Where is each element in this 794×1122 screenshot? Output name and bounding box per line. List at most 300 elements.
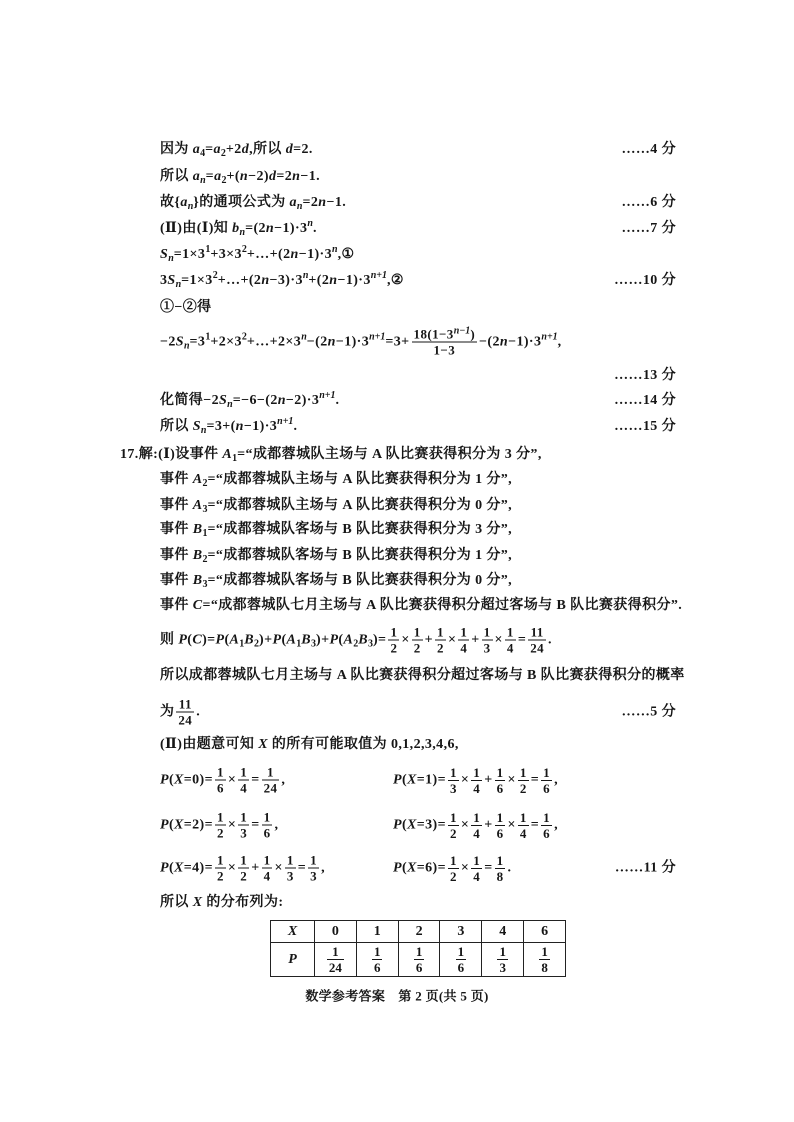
math-text: . — [312, 221, 317, 236]
table-cell — [356, 943, 398, 977]
fraction-denominator — [262, 826, 273, 841]
math-text: −1)·3 — [298, 247, 332, 262]
math-variable: a — [192, 142, 201, 157]
math-text: ①−②得 — [160, 300, 212, 315]
fraction-numerator: 1 — [415, 944, 423, 959]
math-text: 1 — [496, 852, 504, 868]
superscript: n — [307, 218, 313, 229]
math-text: 1 — [413, 624, 421, 640]
math-text: = — [530, 817, 540, 833]
math-text: 3 — [286, 868, 294, 884]
subscript: 1 — [296, 638, 302, 650]
math-text: =2 — [302, 195, 319, 210]
math-text: =3+ — [385, 334, 410, 350]
subscript: n — [200, 425, 207, 436]
math-text: × — [507, 817, 516, 833]
math-expression — [160, 195, 346, 210]
fraction-denominator — [435, 641, 446, 656]
solution-line — [0, 571, 794, 591]
fraction-numerator — [308, 853, 319, 869]
math-text: 2 — [240, 868, 248, 884]
math-text: 1 — [506, 624, 514, 640]
math-expression — [160, 300, 212, 315]
solution-line — [0, 391, 794, 411]
superscript: n+1 — [370, 270, 388, 281]
superscript: n — [302, 270, 309, 281]
math-text: 4 — [473, 868, 481, 884]
math-variable: B — [192, 548, 203, 563]
math-text: −1. — [326, 195, 347, 210]
math-text: =(2 — [245, 221, 266, 236]
math-expression — [160, 416, 298, 436]
subscript: 1 — [202, 528, 208, 539]
math-text: +( — [226, 169, 240, 184]
fraction — [448, 810, 459, 841]
fraction-denominator — [471, 869, 482, 884]
table-row — [271, 943, 566, 977]
math-text: × — [447, 632, 457, 648]
fraction-numerator — [495, 765, 506, 781]
p-label: P — [288, 951, 297, 967]
fraction — [458, 625, 469, 656]
score-mark: ……14 分 — [614, 393, 676, 408]
table-row — [271, 921, 566, 943]
math-text: . — [548, 632, 552, 648]
math-text: = — [530, 772, 540, 788]
fraction-denominator — [238, 826, 249, 841]
math-text: 事件 — [160, 598, 193, 613]
fraction-numerator — [388, 625, 399, 641]
math-text: 4 — [473, 825, 481, 841]
math-text: × — [401, 632, 410, 648]
math-text: −2)·3 — [285, 393, 320, 408]
math-text: 事件 — [160, 573, 193, 588]
math-text: 1 — [240, 809, 248, 825]
fraction-numerator — [262, 853, 273, 869]
fraction-denominator — [518, 781, 529, 796]
math-expression — [160, 852, 325, 884]
solution-line — [0, 810, 794, 841]
fraction-denominator — [238, 869, 249, 884]
math-text: 1 — [473, 852, 481, 868]
fraction — [238, 765, 249, 796]
math-text: ( — [168, 860, 175, 876]
math-text: 1 — [473, 809, 481, 825]
math-expression-right — [393, 765, 558, 796]
math-text: =1×3 — [173, 247, 206, 262]
math-variable: X — [407, 772, 417, 788]
math-text: 1 — [286, 852, 294, 868]
math-variable: n — [277, 393, 286, 408]
fraction — [471, 853, 482, 884]
table-cell: 0 — [315, 921, 357, 943]
fraction-numerator — [448, 853, 459, 869]
table-cell — [482, 943, 524, 977]
math-expression — [160, 325, 562, 358]
math-text: 1 — [496, 809, 504, 825]
solution-line — [0, 625, 794, 656]
math-expression — [160, 498, 512, 513]
fraction-numerator — [285, 853, 296, 869]
math-expression — [160, 244, 355, 264]
math-variable: n — [290, 247, 299, 262]
math-variable: S — [175, 334, 184, 350]
math-text: 2 — [216, 825, 224, 841]
fraction-denominator — [448, 826, 459, 841]
fraction — [528, 625, 546, 656]
math-text: (Ⅰ)设事件 — [158, 447, 223, 462]
math-text: =“成都蓉城队七月主场与 A 队比赛获得积分超过客场与 B 队比赛获得积分”. — [202, 598, 683, 613]
math-text: 2 — [413, 640, 421, 656]
fraction — [435, 625, 446, 656]
fraction-denominator — [458, 641, 469, 656]
fraction-denominator: 6 — [457, 960, 465, 975]
math-text: 4 — [240, 780, 248, 796]
fraction — [262, 810, 273, 841]
math-text: . — [335, 393, 340, 408]
subscript: n — [183, 340, 190, 352]
fraction-denominator — [495, 869, 506, 884]
math-text: −1)·3 — [508, 334, 542, 350]
math-text: 3 — [240, 825, 248, 841]
math-text: 3 — [160, 273, 168, 288]
math-text: +(2 — [308, 273, 330, 288]
table-cell — [524, 943, 566, 977]
score-mark: ……7 分 — [621, 221, 676, 236]
fraction-numerator — [495, 853, 506, 869]
math-text: + — [251, 860, 260, 876]
fraction-numerator — [262, 765, 280, 781]
fraction — [372, 944, 383, 975]
math-text: (Ⅱ)由(Ⅰ)知 — [160, 221, 233, 236]
math-variable: n — [239, 169, 249, 184]
fraction — [327, 944, 344, 975]
math-variable: a — [214, 169, 222, 184]
subscript: n — [200, 175, 206, 186]
score-mark: ……10 分 — [614, 273, 676, 288]
math-variable: d — [241, 142, 250, 157]
fraction-numerator: 1 — [327, 944, 344, 960]
math-text: 1 — [240, 764, 248, 780]
math-expression — [160, 522, 512, 537]
math-text: 1 — [449, 809, 457, 825]
math-text: 则 — [160, 632, 179, 648]
fraction — [262, 853, 273, 884]
solution-line — [0, 853, 794, 884]
math-variable: a — [213, 142, 221, 157]
math-text: 1 — [460, 624, 468, 640]
math-text: + — [424, 632, 434, 648]
subscript: 3 — [311, 638, 317, 650]
math-text: + — [471, 632, 480, 648]
math-text: × — [460, 817, 470, 833]
math-text: 24 — [263, 780, 278, 796]
subscript: 2 — [220, 148, 226, 159]
math-text: . — [293, 419, 298, 434]
math-variable: n — [329, 273, 338, 288]
superscript: n+1 — [369, 331, 386, 343]
math-variable: A — [286, 632, 297, 648]
fraction — [448, 765, 459, 796]
fraction — [541, 765, 552, 796]
distribution-table — [270, 920, 566, 977]
math-text: =“成都蓉城队客场与 B 队比赛获得积分为 3 分”, — [207, 522, 513, 537]
math-text: −2 — [160, 334, 176, 350]
math-variable: a — [180, 195, 188, 210]
math-text: =4)= — [183, 860, 213, 876]
math-text: +…+(2 — [246, 247, 291, 262]
math-variable: P — [160, 817, 169, 833]
math-variable: P — [393, 817, 402, 833]
math-text: =2. — [293, 142, 313, 157]
table-cell: 2 — [398, 921, 440, 943]
math-text: , — [274, 817, 279, 833]
math-text: ( — [401, 817, 408, 833]
x-label: X — [287, 923, 298, 939]
fraction — [495, 853, 506, 884]
math-variable: n — [265, 221, 275, 236]
fraction-numerator — [482, 625, 493, 641]
fraction-denominator: 3 — [499, 960, 506, 975]
math-text: 1 — [390, 624, 398, 640]
math-text: 1 — [240, 852, 248, 868]
table-header-cell — [271, 921, 315, 943]
math-text: 11 — [530, 624, 544, 640]
math-text: −1)·3 — [335, 334, 370, 350]
fraction-denominator — [541, 826, 552, 841]
math-variable: X — [174, 817, 184, 833]
math-text: =6)= — [416, 860, 446, 876]
math-text: 1 — [543, 809, 551, 825]
math-text: . — [196, 704, 201, 720]
math-text: = — [517, 632, 527, 648]
solution-line — [0, 470, 794, 490]
math-text: 6 — [543, 825, 551, 841]
table-header-cell — [271, 943, 315, 977]
fraction-denominator — [495, 781, 506, 796]
fraction — [495, 765, 506, 796]
math-variable: d — [285, 142, 294, 157]
subscript: 3 — [202, 579, 208, 590]
fraction — [518, 765, 529, 796]
math-variable: B — [244, 632, 255, 648]
math-text: +3×3 — [210, 247, 242, 262]
table-cell — [398, 943, 440, 977]
math-text: ( — [338, 632, 344, 648]
solution-line — [0, 893, 794, 913]
fraction-denominator — [505, 641, 516, 656]
fraction — [539, 944, 550, 975]
score-mark: ……6 分 — [621, 195, 676, 210]
fraction — [176, 697, 194, 728]
math-text: −(2 — [479, 334, 500, 350]
math-text: =0)= — [183, 772, 213, 788]
solution-line — [0, 666, 794, 686]
math-variable: A — [222, 447, 233, 462]
fraction — [495, 810, 506, 841]
math-text: 6 — [496, 780, 504, 796]
score-mark: ……4 分 — [621, 142, 676, 157]
math-variable: n — [261, 273, 270, 288]
fraction-numerator — [238, 765, 249, 781]
math-text: 1 — [263, 852, 271, 868]
fraction-denominator — [215, 826, 226, 841]
fraction-numerator — [458, 625, 469, 641]
math-text: ,② — [387, 273, 404, 288]
solution-line — [0, 596, 794, 616]
solution-line — [0, 765, 794, 796]
math-text: ( — [281, 632, 287, 648]
superscript: n — [332, 244, 338, 255]
score-mark: ……15 分 — [614, 419, 676, 434]
math-text: 1 — [216, 809, 224, 825]
math-expression — [160, 668, 685, 683]
math-expression — [160, 696, 201, 728]
math-text: 1 — [449, 852, 457, 868]
table-cell: 1 — [356, 921, 398, 943]
fraction-denominator — [388, 641, 399, 656]
solution-line — [0, 271, 794, 291]
math-expression — [160, 548, 512, 563]
math-text: )= — [202, 632, 216, 648]
problem-number: 17.解: — [120, 447, 159, 462]
math-text: =3)= — [416, 817, 446, 833]
superscript: 1 — [205, 244, 211, 255]
math-text: 3 — [449, 780, 457, 796]
math-text: −2) — [248, 169, 269, 184]
math-text: =1×3 — [181, 273, 213, 288]
math-text: 11 — [178, 696, 192, 712]
subscript: 3 — [367, 638, 373, 650]
math-text: × — [494, 632, 503, 648]
fraction — [412, 327, 478, 358]
fraction — [238, 810, 249, 841]
fraction-numerator — [412, 327, 478, 343]
superscript: 2 — [241, 331, 247, 343]
math-expression — [158, 447, 542, 462]
math-text: 事件 — [160, 548, 193, 563]
math-expression — [160, 218, 317, 238]
math-text: ( — [168, 817, 175, 833]
fraction — [412, 625, 423, 656]
math-text: ) — [470, 326, 476, 342]
fraction-denominator — [448, 869, 459, 884]
math-text: ( — [187, 632, 193, 648]
math-text: =“成都蓉城队客场与 B 队比赛获得积分为 0 分”, — [207, 573, 513, 588]
score-mark: ……13 分 — [614, 368, 676, 383]
fraction-numerator — [262, 810, 273, 826]
math-text: 4 — [506, 640, 514, 656]
math-text: = — [251, 772, 260, 788]
fraction-numerator: 1 — [373, 944, 381, 959]
math-text: )+ — [259, 632, 273, 648]
fraction-denominator — [262, 869, 273, 884]
math-text: 2 — [437, 640, 444, 656]
math-variable: a — [192, 169, 201, 184]
math-text: 1 — [473, 764, 481, 780]
fraction-numerator — [541, 765, 552, 781]
math-text: × — [274, 860, 283, 876]
subscript: n — [239, 227, 246, 238]
math-variable: n — [499, 334, 509, 350]
fraction-numerator — [471, 765, 482, 781]
math-text: 4 — [263, 868, 271, 884]
math-text: −3)·3 — [269, 273, 303, 288]
math-text: , — [321, 860, 325, 876]
math-text: 6 — [263, 825, 271, 841]
solution-line — [0, 445, 794, 465]
math-variable: X — [174, 860, 184, 876]
fraction-numerator — [518, 810, 529, 826]
subscript: 4 — [200, 148, 206, 159]
math-text: 的分布列为: — [202, 895, 284, 910]
math-text: 所以 — [160, 419, 193, 434]
math-text: 1 — [543, 764, 551, 780]
table-cell — [315, 943, 357, 977]
fraction — [497, 944, 508, 975]
math-text: 4 — [473, 780, 481, 796]
math-text: 4 — [460, 640, 468, 656]
fraction-numerator — [471, 810, 482, 826]
math-text: ,① — [337, 247, 355, 262]
solution-line — [0, 417, 794, 437]
math-text: =−6−(2 — [232, 393, 278, 408]
solution-line — [0, 735, 794, 755]
fraction-denominator — [308, 869, 319, 884]
solution-line — [0, 219, 794, 239]
math-text: =1)= — [416, 772, 446, 788]
fraction-numerator — [448, 810, 459, 826]
solution-line — [0, 520, 794, 540]
fraction-numerator: 1 — [541, 944, 548, 959]
subscript: n — [187, 201, 194, 212]
math-text: =2)= — [183, 817, 213, 833]
math-text: 的所有可能取值为 0,1,2,3,4,6, — [267, 737, 459, 752]
subscript: 3 — [202, 504, 208, 515]
math-text: 24 — [530, 640, 545, 656]
math-variable: X — [258, 737, 268, 752]
math-expression — [160, 764, 286, 796]
math-text: −1)·3 — [274, 221, 308, 236]
math-text: × — [460, 772, 470, 788]
math-variable: a — [289, 195, 297, 210]
math-text: . — [507, 860, 512, 876]
math-variable: P — [272, 632, 282, 648]
subscript: 2 — [202, 554, 208, 565]
fraction-numerator: 1 — [457, 944, 465, 959]
score-mark: ……11 分 — [614, 860, 676, 875]
fraction-numerator — [518, 765, 529, 781]
math-text: 6 — [216, 780, 224, 796]
math-variable: P — [393, 860, 402, 876]
fraction-numerator — [215, 765, 226, 781]
math-text: 所以 — [160, 169, 193, 184]
math-text: 事件 — [160, 522, 193, 537]
solution-line — [0, 546, 794, 566]
superscript: n−1 — [453, 325, 471, 337]
table-cell: 4 — [482, 921, 524, 943]
math-text: 所以成都蓉城队七月主场与 A 队比赛获得积分超过客场与 B 队比赛获得积分的概率 — [160, 668, 685, 683]
fraction-numerator — [505, 625, 516, 641]
math-text: =“成都蓉城队主场与 A 队比赛获得积分为 1 分”, — [207, 472, 513, 487]
math-variable: P — [215, 632, 225, 648]
math-text: × — [227, 860, 237, 876]
math-text: =3 — [189, 334, 206, 350]
fraction-denominator: 24 — [328, 960, 342, 975]
math-text: =“成都蓉城队客场与 B 队比赛获得积分为 1 分”, — [207, 548, 513, 563]
math-variable: A — [343, 632, 354, 648]
subscript: 1 — [239, 638, 245, 650]
